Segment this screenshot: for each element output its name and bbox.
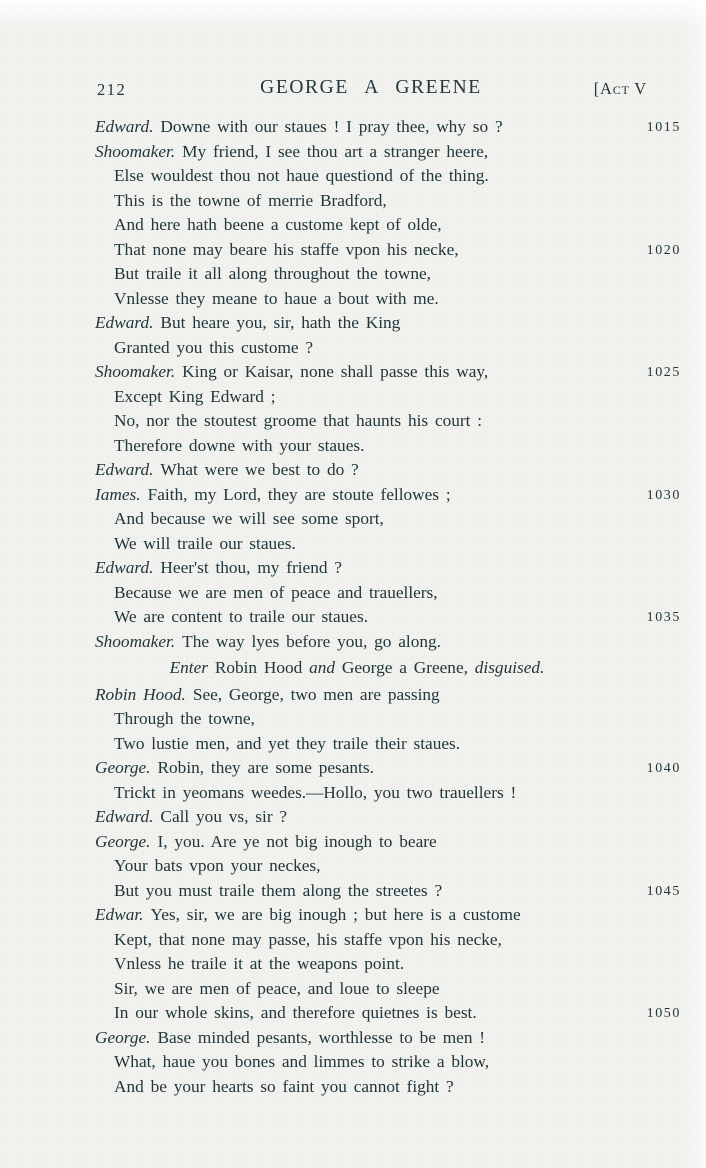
running-title: GEORGE A GREENE — [260, 77, 482, 98]
line-text: Granted you this custome ? — [114, 337, 314, 357]
line-text: That none may beare his staffe vpon his necke, — [114, 239, 459, 259]
play-line — [95, 189, 681, 214]
play-line — [95, 556, 681, 581]
play-line — [95, 1026, 681, 1051]
play-line — [95, 385, 681, 410]
speaker-name: Edward. — [95, 460, 154, 479]
play-line — [95, 238, 681, 263]
play-line — [95, 1075, 681, 1100]
play-line — [95, 311, 681, 336]
speaker-name: Shoomaker. — [95, 362, 176, 381]
play-line — [95, 756, 681, 781]
play-line — [95, 336, 681, 361]
play-line — [95, 213, 681, 238]
line-text: See, George, two men are passing — [192, 684, 440, 704]
play-line — [95, 140, 681, 165]
line-text: Call you vs, sir ? — [160, 807, 288, 826]
play-line — [95, 434, 681, 459]
play-text — [95, 115, 681, 1099]
line-text: And be your hearts so faint you cannot fight ? — [114, 1076, 454, 1096]
line-text: My friend, I see thou art a stranger heere, — [182, 141, 489, 161]
page-header — [95, 77, 647, 101]
play-line — [95, 507, 681, 532]
line-number: 1030 — [646, 487, 681, 503]
page-number: 212 — [97, 80, 127, 99]
play-line — [95, 581, 681, 606]
play-line — [95, 287, 681, 312]
line-text: Faith, my Lord, they are stoute fellowes ; — [147, 484, 451, 504]
line-text: Base minded pesants, worthlesse to be men ! — [157, 1027, 486, 1047]
line-text: Through the towne, — [114, 709, 255, 728]
line-text: Except King Edward ; — [114, 386, 276, 406]
play-line — [95, 683, 681, 708]
line-text: Therefore downe with your staues. — [114, 435, 365, 455]
speaker-name: George. — [95, 831, 151, 851]
line-text: We are content to traile our staues. — [114, 607, 369, 626]
line-text: Because we are men of peace and trauellers, — [114, 582, 438, 602]
play-line — [95, 115, 681, 140]
speaker-name: Edward. — [95, 313, 154, 332]
line-text: This is the towne of merrie Bradford, — [114, 190, 387, 210]
line-text: What were we best to do ? — [160, 460, 359, 479]
speaker-name: Shoomaker. — [95, 141, 176, 161]
line-text: Kept, that none may passe, his staffe vpon his necke, — [114, 929, 502, 949]
line-text: I, you. Are ye not big inough to beare — [157, 831, 437, 851]
play-line — [95, 928, 681, 953]
line-text: But heare you, sir, hath the King — [160, 313, 401, 332]
speaker-name: Edward. — [95, 807, 154, 826]
line-text: Robin, they are some pesants. — [157, 758, 374, 777]
line-number: 1025 — [646, 365, 681, 380]
line-text: We will traile our staues. — [114, 533, 296, 553]
play-line — [95, 707, 681, 732]
line-text: Vnlesse they meane to haue a bout with me. — [114, 288, 439, 308]
play-line — [95, 1050, 681, 1075]
line-number: 1020 — [646, 242, 681, 258]
line-text: Enter Robin Hood and George a Greene, disguised. — [169, 658, 545, 677]
speaker-name: Edwar. — [95, 905, 144, 924]
play-line — [95, 830, 681, 855]
line-number: 1050 — [646, 1006, 681, 1021]
line-text: The way lyes before you, go along. — [182, 631, 441, 651]
speaker-name: George. — [95, 758, 151, 777]
line-text: Your bats vpon your neckes, — [114, 856, 321, 875]
act-label: [Act V — [593, 79, 647, 98]
line-text: King or Kaisar, none shall passe this way, — [182, 362, 489, 381]
play-line — [95, 1001, 681, 1026]
line-text: But you must traile them along the streetes ? — [114, 880, 443, 900]
play-line — [95, 903, 681, 928]
play-line — [95, 879, 681, 904]
line-number: 1015 — [646, 120, 681, 135]
line-number: 1035 — [646, 610, 681, 625]
play-line — [95, 656, 681, 681]
line-text: Sir, we are men of peace, and loue to sleepe — [114, 978, 440, 998]
play-line — [95, 854, 681, 879]
play-line — [95, 262, 681, 287]
play-line — [95, 164, 681, 189]
speaker-name: Shoomaker. — [95, 631, 176, 651]
line-text: Heer'st thou, my friend ? — [160, 558, 342, 577]
play-line — [95, 952, 681, 977]
line-text: And here hath beene a custome kept of olde, — [114, 215, 442, 234]
play-line — [95, 805, 681, 830]
speaker-name: Iames. — [95, 484, 141, 504]
line-text: No, nor the stoutest groome that haunts his court : — [114, 411, 483, 430]
play-line — [95, 781, 681, 806]
line-text: Vnless he traile it at the weapons point. — [114, 954, 405, 973]
line-number: 1040 — [646, 761, 681, 776]
line-text: And because we will see some sport, — [114, 509, 384, 528]
play-line — [95, 977, 681, 1002]
line-text: Yes, sir, we are big inough ; but here is a custome — [150, 905, 521, 924]
line-text: Two lustie men, and yet they traile their staues. — [114, 733, 461, 753]
play-line — [95, 732, 681, 757]
play-line — [95, 409, 681, 434]
line-text: Trickt in yeomans weedes.—Hollo, you two trauellers ! — [114, 782, 517, 802]
speaker-name: Edward. — [95, 558, 154, 577]
play-line — [95, 605, 681, 630]
line-number: 1045 — [646, 883, 681, 899]
play-line — [95, 630, 681, 655]
play-line — [95, 458, 681, 483]
play-line — [95, 360, 681, 385]
play-line — [95, 532, 681, 557]
speaker-name: George. — [95, 1027, 151, 1047]
line-text: Else wouldest thou not haue questiond of the thing. — [114, 166, 489, 185]
speaker-name: Robin Hood. — [95, 684, 186, 704]
line-text: Downe with our staues ! I pray thee, why so ? — [160, 117, 503, 136]
line-text: In our whole skins, and therefore quietnes is best. — [114, 1003, 477, 1022]
speaker-name: Edward. — [95, 117, 154, 136]
play-line — [95, 483, 681, 508]
line-text: What, haue you bones and limmes to strike a blow, — [114, 1052, 490, 1071]
line-text: But traile it all along throughout the towne, — [114, 264, 431, 283]
